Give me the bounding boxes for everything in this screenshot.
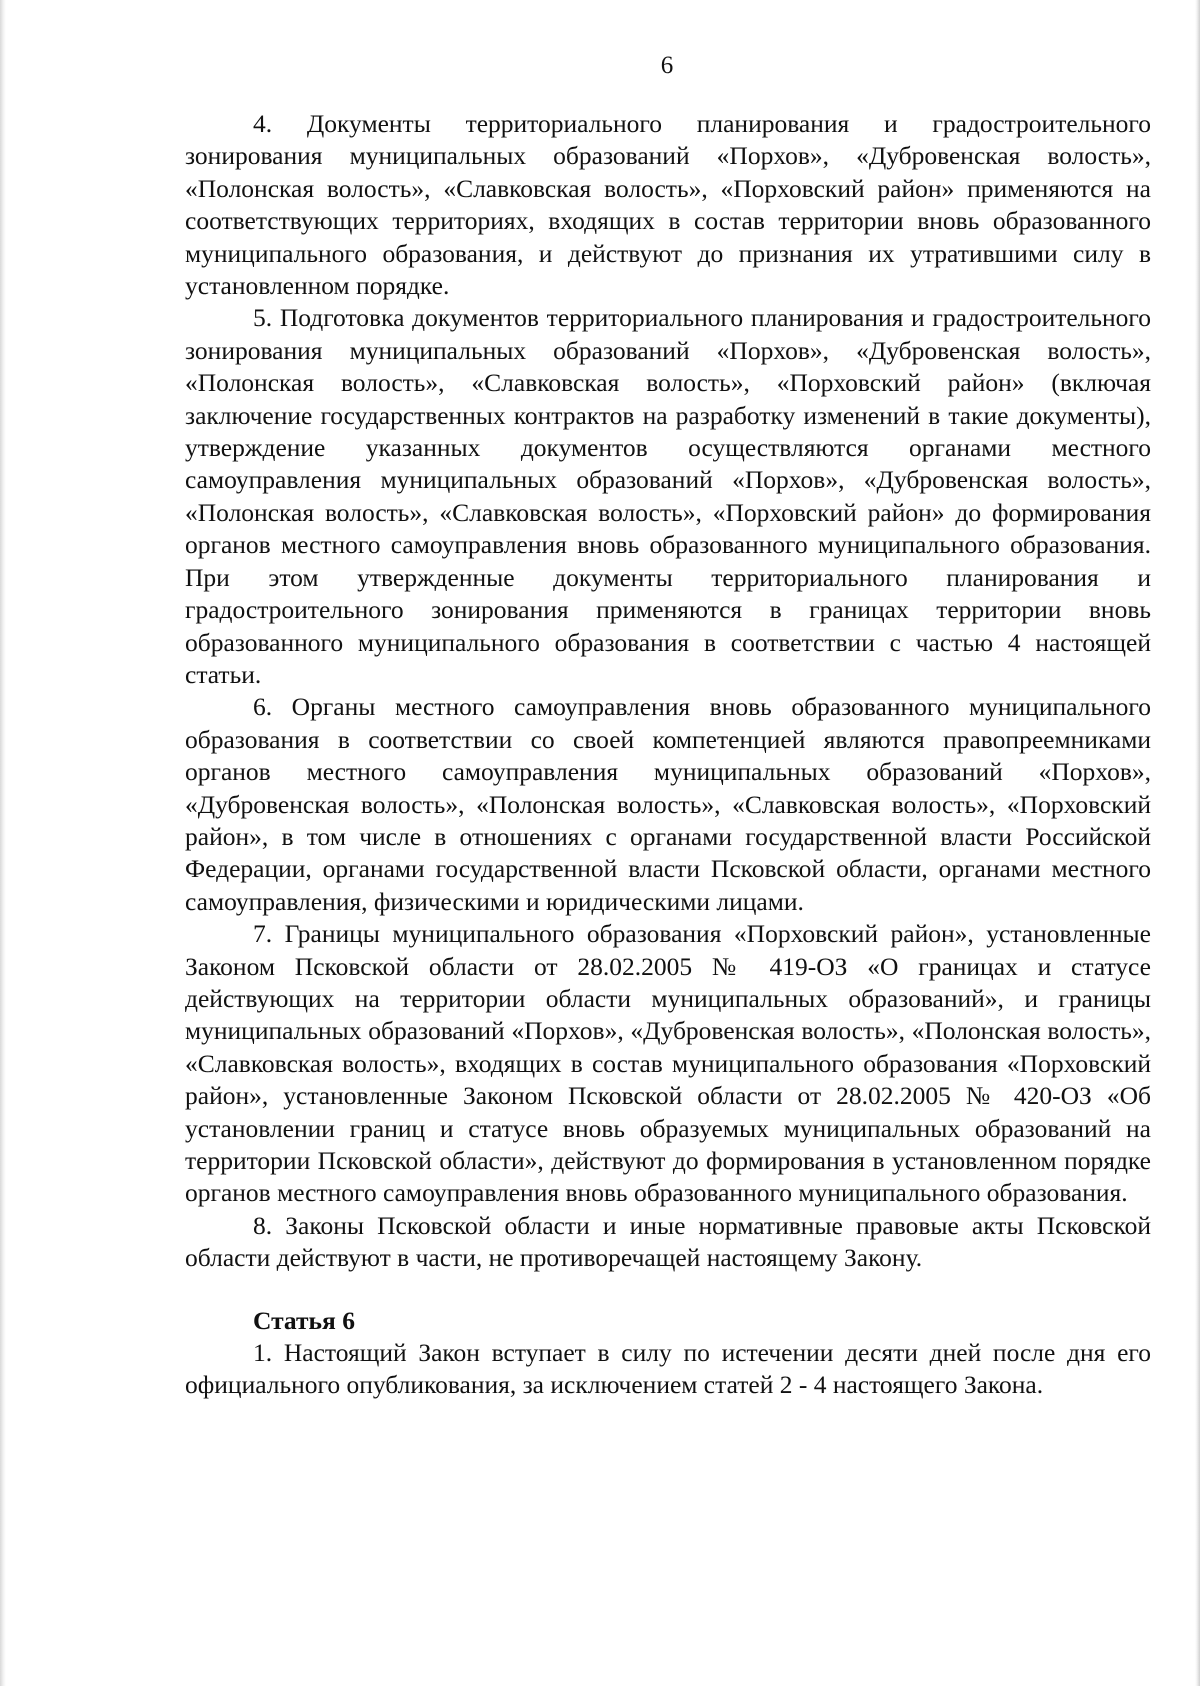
document-body [185,108,1151,1402]
paragraph-7: 7. Границы муниципального образования «Порховский район», установленные Законом Псковской области от 28.02.2005 № 419-ОЗ «О границах и статусе действующих на территории области муниципальных образований», и границы муниципальных образований «Порхов», «Дубровенская волость», «Полонская волость», «Славковская волость», входящих в состав муниципального образования «Порховский район», установленные Законом Псковской области от 28.02.2005 № 420-ОЗ «Об установлении границ и статусе вновь образуемых муниципальных образований на территории Псковской области», действуют до формирования в установленном порядке органов местного самоуправления вновь образованного муниципального образования. [185,919,1151,1208]
article-heading: Статья 6 [253,1305,355,1335]
page-number: 6 [660,52,674,79]
paragraph-4: 4. Документы территориального планирования и градостроительного зонирования муниципальных образований «Порхов», «Дубровенская волость», «Полонская волость», «Славковская волость», «Порховский район» применяются на соответствующих территориях, входящих в состав территории вновь образованного муниципального образования, и действуют до признания их утратившими силу в установленном порядке. [185,109,1151,301]
scan-edge-right [1195,0,1200,1686]
paragraph-8: 8. Законы Псковской области и иные нормативные правовые акты Псковской области действуют в части, не противоречащей настоящему Закону. [185,1210,1151,1273]
paragraph-6: 6. Органы местного самоуправления вновь образованного муниципального образования в соответствии со своей компетенцией являются правопреемниками органов местного самоуправления муниципальных образований «Порхов», «Дубровенская волость», «Полонская волость», «Славковская волость», «Порховский район», в том числе в отношениях с органами государственной власти Российской Федерации, органами государственной власти Псковской области, органами местного самоуправления, физическими и юридическими лицами. [185,692,1151,916]
paragraph-5: 5. Подготовка документов территориального планирования и градостроительного зонирования муниципальных образований «Порхов», «Дубровенская волость», «Полонская волость», «Славковская волость», «Порховский район» (включая заключение государственных контрактов на разработку изменений в такие документы), утверждение указанных документов осуществляются органами местного самоуправления муниципальных образований «Порхов», «Дубровенская волость», «Полонская волость», «Славковская волость», «Порховский район» до формирования органов местного самоуправления вновь образованного муниципального образования. При этом утвержденные документы территориального планирования и градостроительного зонирования применяются в границах территории вновь образованного муниципального образования в соответствии с частью 4 настоящей статьи. [185,303,1151,689]
article-6-paragraph-1: 1. Настоящий Закон вступает в силу по истечении десяти дней после дня его официального опубликования, за исключением статей 2 - 4 настоящего Закона. [185,1338,1151,1400]
scan-edge-left [0,0,6,1686]
